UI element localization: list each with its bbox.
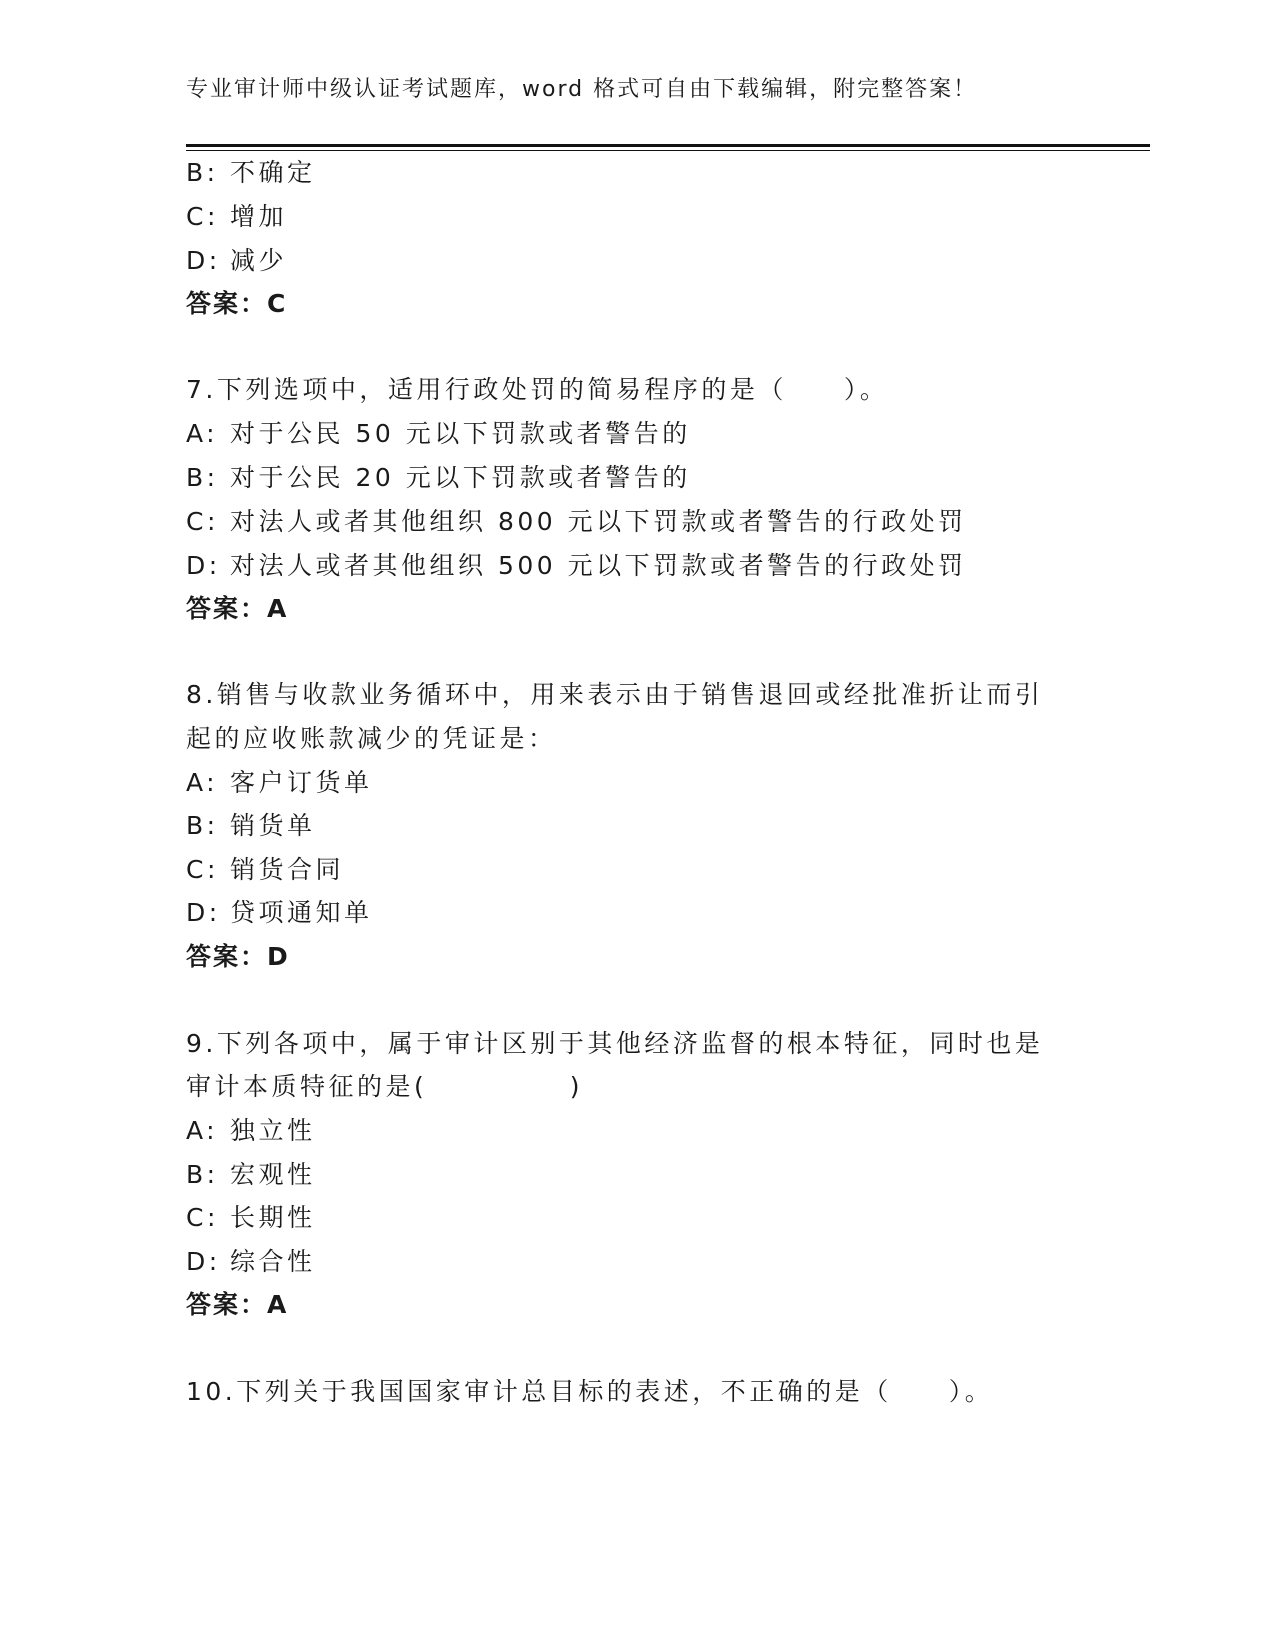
q6-option-b [186,158,316,188]
option-text: 贷项通知单 [230,898,373,927]
q7-option-b [186,463,691,493]
q7-answer: 答案：A [186,594,289,623]
page-header: 专业审计师中级认证考试题库，word 格式可自由下载编辑，附完整答案！ [186,77,978,102]
q8-stem-line2: 起的应收账款减少的凭证是： [186,724,557,753]
option-label: C: [186,855,219,884]
q9-stem-line2: 审计本质特征的是( ) [186,1072,584,1101]
option-text: 销货合同 [230,855,345,884]
q8-option-d [186,898,373,928]
q9-answer: 答案：A [186,1290,289,1319]
q9-stem-line1: 9.下列各项中，属于审计区别于其他经济监督的根本特征，同时也是 [186,1029,1044,1058]
option-label: B: [186,811,219,840]
option-label: A: [186,1116,219,1145]
option-label: C: [186,507,219,536]
q6-option-c [186,202,287,232]
q10-stem: 10.下列关于我国国家审计总目标的表述，不正确的是（ ）。 [186,1377,994,1406]
option-label: B: [186,1160,219,1189]
option-label: D: [186,551,221,580]
option-label: C: [186,1203,219,1232]
option-label: B: [186,158,219,187]
q9-option-d [186,1247,316,1277]
option-text: 增加 [230,202,288,231]
q8-option-c [186,855,344,885]
option-text: 销货单 [230,811,316,840]
header-rule-thick [186,144,1150,147]
option-text: 独立性 [230,1116,316,1145]
option-text: 客户订货单 [230,768,373,797]
option-text: 长期性 [230,1203,316,1232]
header-rule-thin [186,150,1150,151]
option-text: 减少 [230,246,288,275]
q7-stem: 7.下列选项中，适用行政处罚的简易程序的是（ ）。 [186,375,889,404]
q7-option-a [186,419,691,449]
option-text: 对于公民 20 元以下罚款或者警告的 [230,463,691,492]
q9-option-c [186,1203,316,1233]
q7-option-c [186,507,967,537]
option-label: D: [186,246,221,275]
q6-answer: 答案：C [186,289,288,318]
q8-option-a [186,768,373,798]
option-label: A: [186,419,219,448]
option-text: 不确定 [230,158,316,187]
q7-option-d [186,551,967,581]
q8-answer: 答案：D [186,942,290,971]
option-text: 宏观性 [230,1160,316,1189]
q9-option-a [186,1116,316,1146]
q8-option-b [186,811,316,841]
q6-option-d [186,246,287,276]
option-label: D: [186,1247,221,1276]
option-text: 对法人或者其他组织 500 元以下罚款或者警告的行政处罚 [230,551,967,580]
option-label: A: [186,768,219,797]
q9-option-b [186,1160,316,1190]
option-text: 对法人或者其他组织 800 元以下罚款或者警告的行政处罚 [230,507,967,536]
option-text: 对于公民 50 元以下罚款或者警告的 [230,419,691,448]
option-label: C: [186,202,219,231]
option-label: D: [186,898,221,927]
q8-stem-line1: 8.销售与收款业务循环中，用来表示由于销售退回或经批准折让而引 [186,680,1044,709]
option-label: B: [186,463,219,492]
option-text: 综合性 [230,1247,316,1276]
